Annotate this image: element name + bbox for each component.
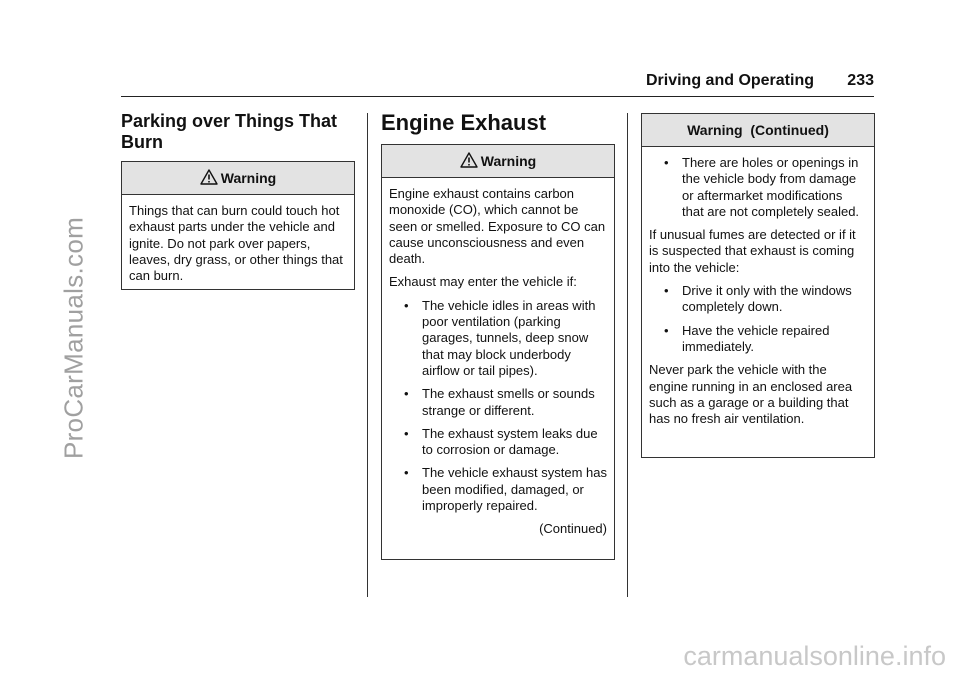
right-warning-title: Warning (Continued): [687, 122, 829, 138]
left-warning-text: Things that can burn could touch hot exhaust parts under the vehicle and ignite. Do not park over papers, leaves, dry grass, or other things that can burn.: [129, 203, 343, 284]
list-item: [389, 426, 607, 459]
bullet-dot: •: [404, 465, 409, 481]
warning-icon: [460, 147, 478, 179]
left-warning-box: [121, 161, 355, 290]
bullet-dot: •: [664, 155, 669, 170]
left-warning-body: [122, 195, 354, 297]
list-item: [389, 465, 607, 514]
bullet-dot: •: [664, 322, 669, 338]
bullet-dot: •: [664, 283, 669, 299]
list-item-text: There are holes or openings in the vehicle body from damage or aftermarket modifications that are not completely sealed.: [682, 155, 860, 219]
list-item: [649, 155, 867, 220]
list-item: [389, 386, 607, 419]
right-warning-box: [641, 113, 875, 458]
watermark-side: ProCarManuals.com: [58, 216, 89, 460]
right-warning-header: [642, 114, 874, 147]
page-number: 233: [847, 72, 874, 89]
warning-icon: [200, 164, 218, 196]
middle-warning-body: [382, 178, 614, 551]
list-item: [649, 283, 867, 316]
column-divider-left: [367, 113, 368, 597]
right-warning-body: [642, 147, 874, 440]
list-item-text: Drive it only with the windows completely down.: [682, 283, 852, 315]
right-bullet-list-2: [649, 283, 867, 355]
bullet-dot: •: [404, 425, 409, 441]
bullet-dot: •: [404, 297, 409, 313]
middle-warning-header: [382, 145, 614, 178]
middle-heading: Engine Exhaust: [381, 110, 547, 135]
list-item: [389, 298, 607, 379]
middle-para-1: Engine exhaust contains carbon monoxide (CO), which cannot be seen or smelled. Exposure to CO can cause unconsciousness and even death.: [389, 186, 606, 267]
continued-label: (Continued): [539, 521, 607, 537]
right-para-1: If unusual fumes are detected or if it is suspected that exhaust is coming into the vehicle:: [649, 227, 856, 275]
right-para-2: Never park the vehicle with the engine running in an enclosed area such as a garage or a building that has no fresh air ventilation.: [649, 362, 853, 427]
middle-warning-title: Warning: [480, 153, 537, 169]
list-item: [649, 323, 867, 356]
list-item-text: The exhaust smells or sounds strange or different.: [422, 386, 595, 418]
page-header: [121, 72, 874, 97]
watermark-bottom: carmanualsonline.info: [683, 641, 946, 671]
left-heading: Parking over Things That Burn: [121, 111, 338, 152]
list-item-text: The vehicle exhaust system has been modified, damaged, or improperly repaired.: [422, 465, 607, 514]
middle-bullet-list: [389, 298, 607, 515]
left-warning-header: [122, 162, 354, 195]
middle-warning-box: [381, 144, 615, 560]
list-item-text: Have the vehicle repaired immediately.: [682, 322, 830, 354]
column-divider-right: [627, 113, 628, 597]
left-warning-title: Warning: [220, 170, 277, 186]
bullet-dot: •: [404, 386, 409, 402]
list-item-text: The exhaust system leaks due to corrosion or damage.: [422, 425, 598, 458]
section-title: Driving and Operating: [645, 72, 814, 89]
list-item-text: The vehicle idles in areas with poor ventilation (parking garages, tunnels, deep snow that may block underbody airflow or tail pipes).: [422, 297, 596, 378]
right-bullet-list-1: [649, 155, 867, 220]
middle-para-2: Exhaust may enter the vehicle if:: [389, 274, 577, 290]
